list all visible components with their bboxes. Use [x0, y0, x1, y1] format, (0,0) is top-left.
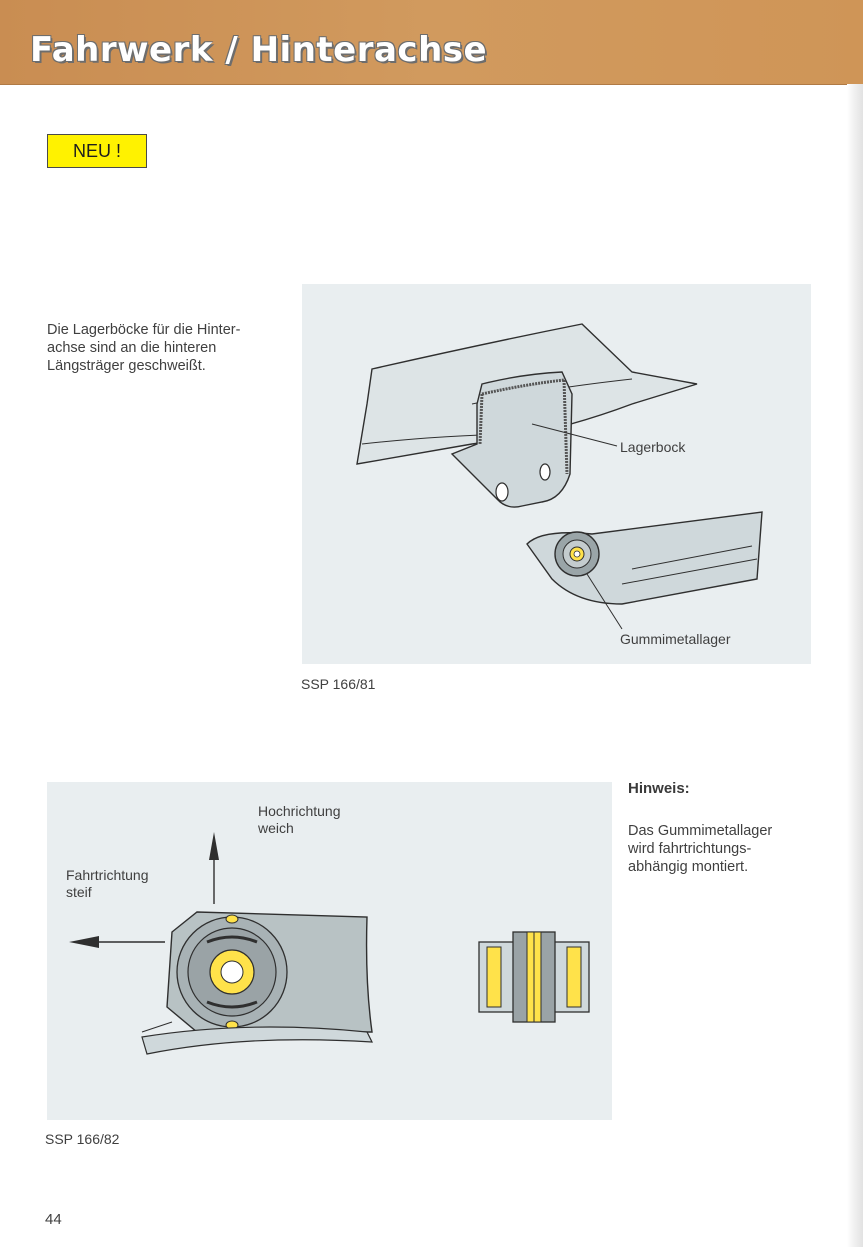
label-fahrtrichtung-line: steif [66, 884, 92, 900]
figure2-caption: SSP 166/82 [45, 1131, 120, 1147]
page-edge-shadow [847, 84, 863, 1247]
section1-line: Die Lagerböcke für die Hinter- [47, 322, 241, 338]
figure-bushing-orientation [47, 782, 612, 1120]
note-text [628, 822, 772, 876]
note-line: abhängig montiert. [628, 859, 749, 875]
label-hochrichtung-line: weich [258, 820, 294, 836]
label-hochrichtung-line: Hochrichtung [258, 803, 341, 819]
label-gummimetallager: Gummimetallager [620, 631, 731, 647]
label-hochrichtung [258, 803, 341, 837]
page-title: Fahrwerk / Hinterachse [30, 30, 488, 70]
section1-text [47, 321, 240, 375]
note-heading: Hinweis: [628, 780, 690, 797]
new-badge: NEU ! [47, 134, 147, 168]
label-fahrtrichtung [66, 867, 148, 901]
lagerbock-illustration [302, 284, 811, 664]
page-number: 44 [45, 1211, 62, 1228]
note-line: Das Gummimetallager [628, 823, 773, 839]
figure-lagerbock [302, 284, 811, 664]
section1-line: Längsträger geschweißt. [47, 358, 206, 374]
section1-line: achse sind an die hinteren [47, 340, 217, 356]
note-line: wird fahrtrichtungs- [628, 841, 752, 857]
label-lagerbock: Lagerbock [620, 439, 686, 455]
figure1-caption: SSP 166/81 [301, 676, 376, 692]
label-fahrtrichtung-line: Fahrtrichtung [66, 867, 149, 883]
bushing-section-view [479, 932, 589, 1022]
